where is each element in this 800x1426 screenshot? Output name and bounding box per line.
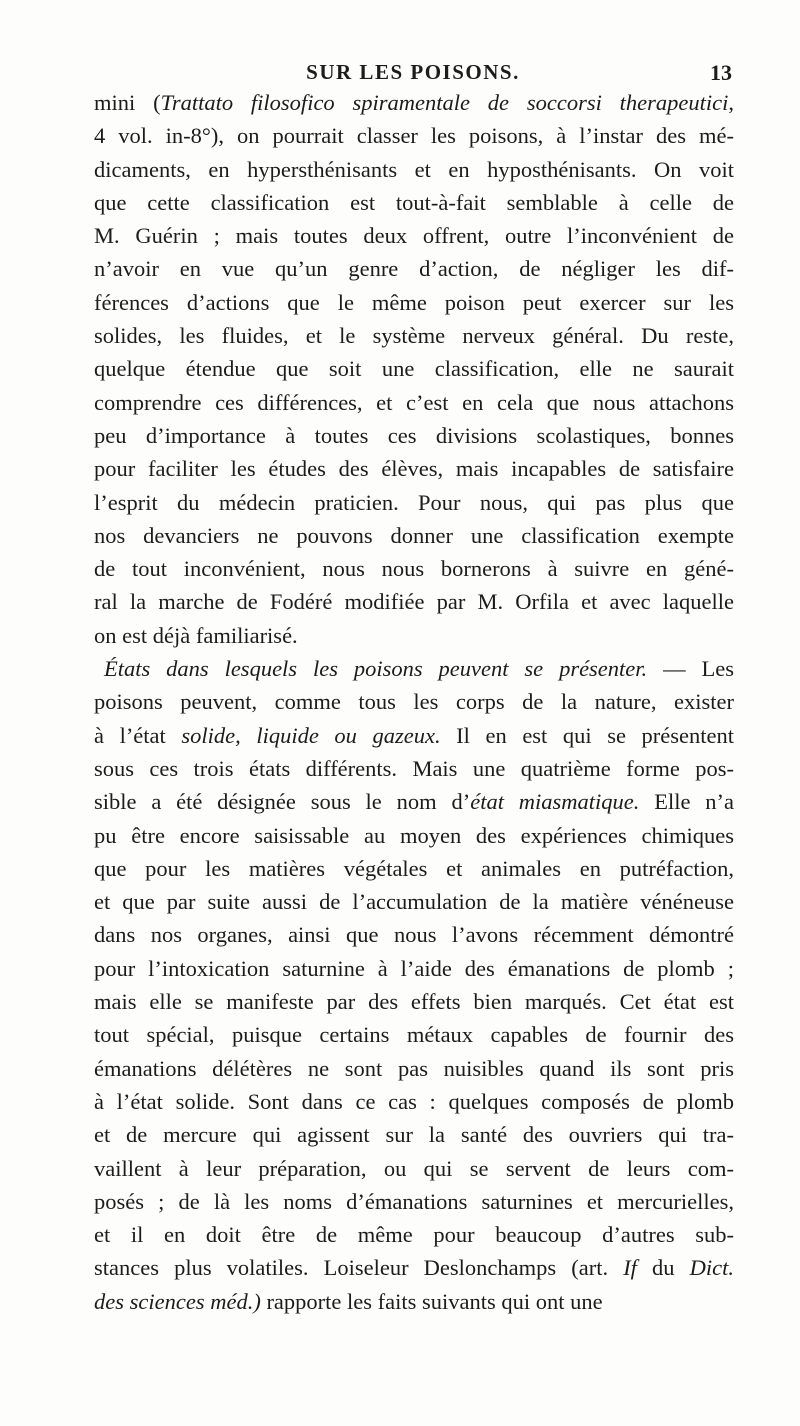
text-line xyxy=(94,552,734,585)
text-line xyxy=(94,252,734,285)
text-line xyxy=(94,419,734,452)
text-line xyxy=(94,519,734,552)
text-line xyxy=(94,386,734,419)
text-run: que cette classification est tout-à-fait semblable à celle de xyxy=(94,189,734,215)
italic-run: Dict. xyxy=(689,1255,734,1281)
text-line xyxy=(94,153,734,186)
text-run: quelque étendue que soit une classification, elle ne saurait xyxy=(94,356,734,382)
text-run: on est déjà familiarisé. xyxy=(94,622,298,648)
text-line xyxy=(94,752,734,785)
text-line xyxy=(94,585,734,618)
text-line xyxy=(94,918,734,951)
text-line xyxy=(94,319,734,352)
text-run: mais elle se manifeste par des effets bien marqués. Cet état est xyxy=(94,989,734,1015)
text-run: ral la marche de Fodéré modifiée par M. Orfila et avec laquelle xyxy=(94,589,734,615)
text-run: et il en doit être de même pour beaucoup d’autres sub- xyxy=(94,1222,734,1248)
text-line xyxy=(94,1218,734,1251)
italic-run: États dans lesquels les poisons peuvent se présenter. xyxy=(104,656,648,682)
text-line xyxy=(94,186,734,219)
text-line xyxy=(94,1152,734,1185)
italic-run: état miasmatique. xyxy=(470,789,640,815)
text-run: — Les xyxy=(647,656,734,682)
text-run: rapporte les faits suivants qui ont une xyxy=(260,1288,603,1314)
text-run: à l’état solide. Sont dans ce cas : quelques composés de plomb xyxy=(94,1088,734,1114)
text-run: et que par suite aussi de l’accumulation de la matière vénéneuse xyxy=(94,889,734,915)
text-line xyxy=(94,219,734,252)
text-run: pour l’intoxication saturnine à l’aide des émanations de plomb ; xyxy=(94,955,734,981)
text-run: mini ( xyxy=(94,90,161,115)
text-line xyxy=(94,785,734,818)
text-run: M. Guérin ; mais toutes deux offrent, outre l’inconvénient de xyxy=(94,223,734,249)
text-line xyxy=(94,352,734,385)
text-run: émanations délétères ne sont pas nuisibles quand ils sont pris xyxy=(94,1055,734,1081)
text-line xyxy=(94,619,734,652)
text-run: tout spécial, puisque certains métaux capables de fournir des xyxy=(94,1022,734,1048)
text-line xyxy=(94,1085,734,1118)
text-run: férences d’actions que le même poison peut exercer sur les xyxy=(94,289,734,315)
text-run: comprendre ces différences, et c’est en cela que nous attachons xyxy=(94,389,734,415)
text-line xyxy=(94,1285,734,1318)
text-line xyxy=(94,1118,734,1151)
text-line xyxy=(94,1018,734,1051)
text-line xyxy=(94,719,734,752)
text-line xyxy=(94,685,734,718)
text-run: à l’état xyxy=(94,722,182,748)
text-run: l’esprit du médecin praticien. Pour nous, qui pas plus que xyxy=(94,489,734,515)
text-line xyxy=(94,1251,734,1284)
text-run: pour faciliter les études des élèves, mais incapables de satisfaire xyxy=(94,456,734,482)
text-run: vaillent à leur préparation, ou qui se servent de leurs com- xyxy=(94,1155,734,1181)
italic-run: des sciences méd.) xyxy=(94,1288,261,1314)
text-run: de tout inconvénient, nous nous bornerons à suivre en géné- xyxy=(94,556,734,582)
text-line xyxy=(94,1052,734,1085)
text-line xyxy=(94,952,734,985)
italic-run: Trattato filosofico spiramentale de soccorsi therapeutici xyxy=(160,90,729,115)
text-line xyxy=(94,486,734,519)
text-line xyxy=(94,452,734,485)
text-run: posés ; de là les noms d’émanations saturnines et mercurielles, xyxy=(94,1188,734,1214)
text-line xyxy=(94,652,734,685)
text-run: sous ces trois états différents. Mais une quatrième forme pos- xyxy=(94,755,734,781)
italic-run: If xyxy=(623,1255,637,1281)
text-run: sible a été désignée sous le nom d’ xyxy=(94,789,471,815)
text-run: solides, les fluides, et le système nerveux général. Du reste, xyxy=(94,323,734,349)
body-text xyxy=(94,86,734,1318)
text-run: Il en est qui se présentent xyxy=(440,722,735,748)
text-run: n’avoir en vue qu’un genre d’action, de négliger les dif- xyxy=(94,256,734,282)
text-run: dans nos organes, ainsi que nous l’avons récemment démontré xyxy=(94,922,734,948)
text-run: poisons peuvent, comme tous les corps de la nature, exister xyxy=(94,689,734,715)
text-line xyxy=(94,885,734,918)
text-run: 4 vol. in-8°), on pourrait classer les poisons, à l’instar des mé- xyxy=(94,123,734,149)
text-line xyxy=(94,985,734,1018)
text-run: , xyxy=(728,90,735,115)
running-title: SUR LES POISONS. xyxy=(306,60,520,84)
text-run: nos devanciers ne pouvons donner une classification exempte xyxy=(94,522,734,548)
text-line xyxy=(94,286,734,319)
text-line xyxy=(94,1185,734,1218)
italic-run: solide, liquide ou gazeux. xyxy=(181,722,441,748)
text-run: et de mercure qui agissent sur la santé des ouvriers qui tra- xyxy=(94,1122,734,1148)
text-line xyxy=(94,852,734,885)
text-line xyxy=(94,86,734,119)
text-run: peu d’importance à toutes ces divisions scolastiques, bonnes xyxy=(94,422,734,448)
text-run: stances plus volatiles. Loiseleur Deslonchamps (art. xyxy=(94,1255,624,1281)
text-run: dicaments, en hypersthénisants et en hyposthénisants. On voit xyxy=(94,156,734,182)
text-line xyxy=(94,119,734,152)
text-run: que pour les matières végétales et animales en putréfaction, xyxy=(94,855,734,881)
page-number: 13 xyxy=(710,60,732,85)
text-run: du xyxy=(636,1255,690,1281)
text-run: pu être encore saisissable au moyen des expériences chimiques xyxy=(94,822,734,848)
text-run: Elle n’a xyxy=(639,789,735,815)
text-line xyxy=(94,819,734,852)
